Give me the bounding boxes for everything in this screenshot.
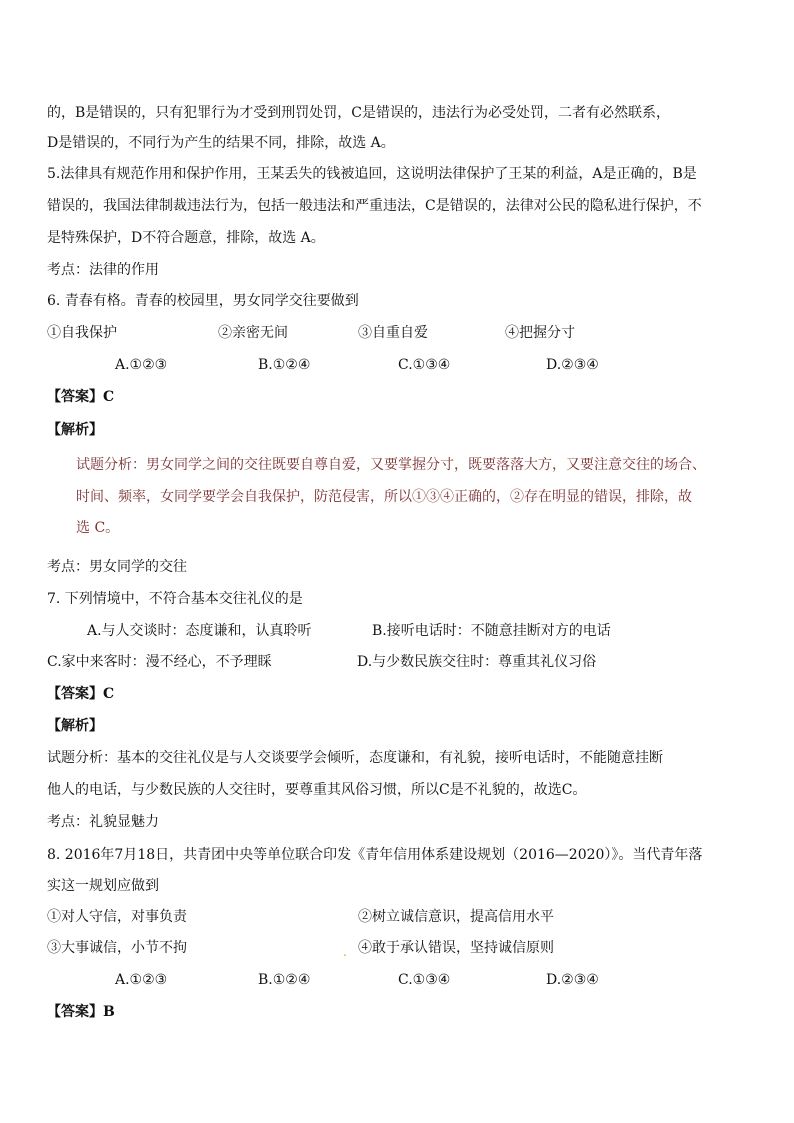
statement-item: ④把握分寸 xyxy=(505,325,575,341)
answer-choice: A.①②③ xyxy=(115,972,168,988)
answer-choice: B.接听电话时：不随意挂断对方的电话 xyxy=(372,623,611,639)
statement-item: ①对人守信，对事负责 xyxy=(47,909,187,925)
stray-dot-mark: . xyxy=(343,945,347,959)
answer-choice: A.与人交谈时：态度谦和，认真聆听 xyxy=(87,623,312,639)
knowledge-point: 考点：礼貌显魅力 xyxy=(47,814,159,830)
answer-choice: B.①②④ xyxy=(258,357,311,373)
answer-choice: D.与少数民族交往时：尊重其礼仪习俗 xyxy=(357,654,597,670)
analysis-text: 试题分析：男女同学之间的交往既要自尊自爱，又要掌握分寸，既要落落大方，又要注意交往的场合、 xyxy=(76,457,706,473)
answer-choice: C.①③④ xyxy=(398,972,451,988)
analysis-label: 【解析】 xyxy=(47,718,103,734)
answer-label: 【答案】C xyxy=(47,389,115,405)
knowledge-point: 考点：男女同学的交往 xyxy=(47,559,187,575)
analysis-text: 选 C。 xyxy=(76,520,120,536)
analysis-text: 他人的电话，与少数民族的人交往时，要尊重其风俗习惯，所以C是不礼貌的，故选C。 xyxy=(47,782,587,798)
analysis-label: 【解析】 xyxy=(47,422,103,438)
answer-label: 【答案】C xyxy=(47,686,115,702)
question-stem: 6. 青春有格。青春的校园里，男女同学交往要做到 xyxy=(47,293,359,309)
analysis-text: 试题分析：基本的交往礼仪是与人交谈要学会倾听，态度谦和，有礼貌，接听电话时，不能随意挂断 xyxy=(47,750,663,766)
answer-choice: A.①②③ xyxy=(115,357,168,373)
statement-item: ②亲密无间 xyxy=(218,325,288,341)
analysis-text: 时间、频率，女同学要学会自我保护，防范侵害，所以①③④正确的，②存在明显的错误，排除，故 xyxy=(76,489,692,505)
question-stem: 实这一规划应做到 xyxy=(47,878,159,894)
statement-item: ②树立诚信意识，提高信用水平 xyxy=(358,909,554,925)
text-line: D是错误的，不同行为产生的结果不同，排除，故选 A。 xyxy=(47,135,395,151)
statement-item: ③大事诚信，小节不拘 xyxy=(47,940,187,956)
question-stem: 7. 下列情境中，不符合基本交往礼仪的是 xyxy=(47,591,303,607)
answer-choice: C.①③④ xyxy=(398,357,451,373)
statement-item: ③自重自爱 xyxy=(358,325,428,341)
statement-item: ①自我保护 xyxy=(47,325,117,341)
text-line: 是特殊保护，D不符合题意，排除，故选 A。 xyxy=(47,230,325,246)
question-stem: 8. 2016年7月18日，共青团中央等单位联合印发《青年信用体系建设规划（2016—2020）》。当代青年落 xyxy=(47,847,703,863)
answer-choice: D.②③④ xyxy=(546,972,599,988)
text-line: 5.法律具有规范作用和保护作用，王某丢失的钱被追回，这说明法律保护了王某的利益，A是正确的，B是 xyxy=(47,166,697,182)
text-line: 错误的，我国法律制裁违法行为，包括一般违法和严重违法，C是错误的，法律对公民的隐私进行保护，不 xyxy=(47,198,702,214)
answer-choice: D.②③④ xyxy=(546,357,599,373)
answer-choice: B.①②④ xyxy=(258,972,311,988)
knowledge-point: 考点：法律的作用 xyxy=(47,262,159,278)
statement-item: ④敢于承认错误，坚持诚信原则 xyxy=(358,940,554,956)
answer-label: 【答案】B xyxy=(47,1004,115,1020)
text-line: 的，B是错误的，只有犯罪行为才受到刑罚处罚，C是错误的，违法行为必受处罚，二者有必然联系， xyxy=(47,105,670,121)
answer-choice: C.家中来客时：漫不经心，不予理睬 xyxy=(47,654,272,670)
